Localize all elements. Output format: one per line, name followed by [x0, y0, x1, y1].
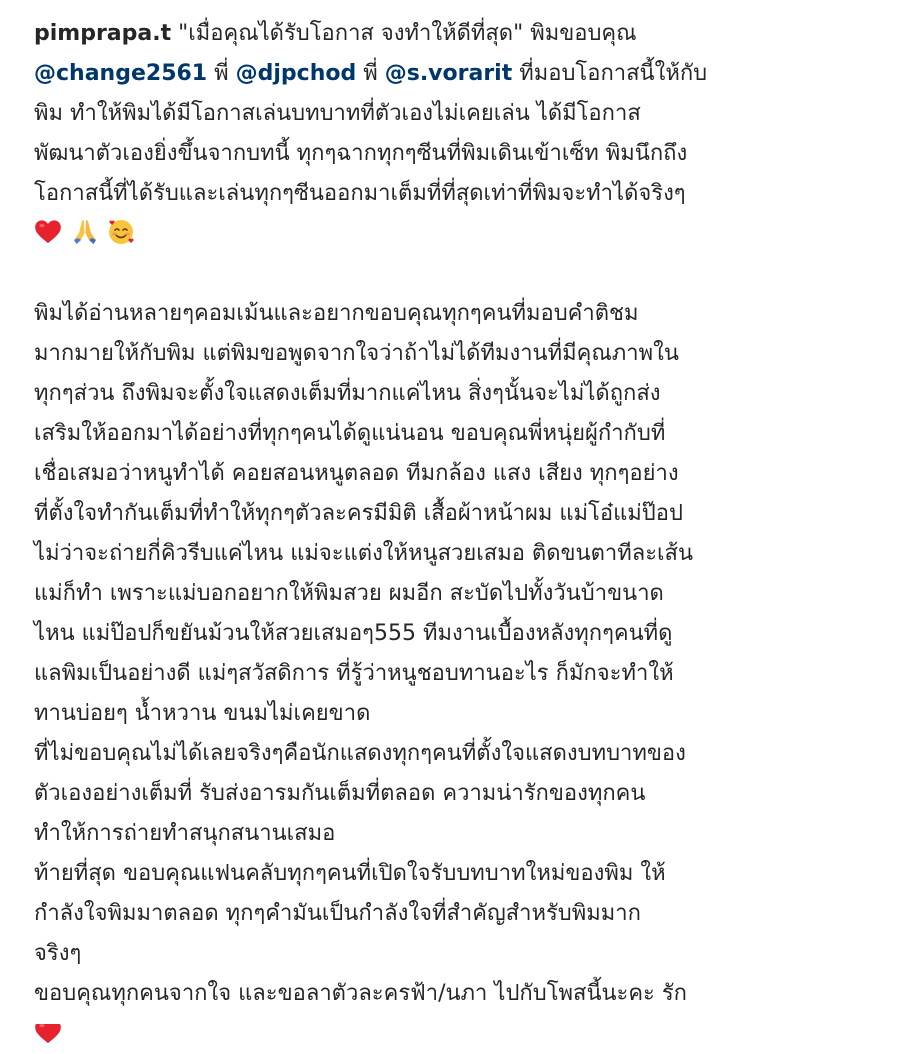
caption-line-1 [34, 14, 874, 54]
caption-line: ท้ายที่สุด ขอบคุณแฟนคลับทุกๆคนที่เปิดใจรับบทบาทใหม่ของพิม ให้ [34, 861, 666, 886]
caption-line: เสริมให้ออกมาได้อย่างที่ทุกๆคนได้ดูแน่นอน ขอบคุณพี่หนุ่ยผู้กำกับที่ [34, 421, 666, 446]
caption-line: ขอบคุณทุกคนจากใจ และขอลาตัวละครฟ้า/นภา ไปกับโพสนี้นะคะ รัก [34, 981, 687, 1006]
caption-line: พิม ทำให้พิมได้มีโอกาสเล่นบทบาทที่ตัวเองไม่เคยเล่น ได้มีโอกาส [34, 101, 641, 126]
caption-line: ทุกๆส่วน ถึงพิมจะตั้งใจแสดงเต็มที่มากแค่ไหน สิ่งๆนั้นจะไม่ได้ถูกส่ง [34, 381, 661, 406]
heart-icon [34, 218, 62, 246]
caption-line: พิมได้อ่านหลายๆคอมเม้นและอยากขอบคุณทุกๆคนที่มอบคำติชม [34, 301, 639, 326]
caption-line: ไม่ว่าจะถ่ายกี่คิวรีบแค่ไหน แม่จะแต่งให้หนูสวยเสมอ ติดขนตาทีละเส้น [34, 541, 694, 566]
caption-line: โอกาสนี้ที่ได้รับและเล่นทุกๆซีนออกมาเต็มที่ที่สุดเท่าที่พิมจะทำได้จริงๆ [34, 181, 686, 206]
caption-line: ไหน แม่ป๊อปก็ขยันม้วนให้สวยเสมอๆ555 ทีมงานเบื้องหลังทุกๆคนที่ดู [34, 621, 673, 646]
caption-text: "เมื่อคุณได้รับโอกาส จงทำให้ดีที่สุด" พิมขอบคุณ [171, 21, 637, 46]
caption-line: แม่ก็ทำ เพราะแม่บอกอยากให้พิมสวย ผมอีก สะบัดไปทั้งวันบ้าขนาด [34, 581, 664, 606]
caption-line: ที่ไม่ขอบคุณไม่ได้เลยจริงๆคือนักแสดงทุกๆคนที่ตั้งใจแสดงบทบาทของ [34, 741, 686, 766]
username-link[interactable]: pimprapa.t [34, 21, 172, 46]
caption-line: พัฒนาตัวเองยิ่งขึ้นจากบทนี้ ทุกๆฉากทุกๆซีนที่พิมเดินเข้าเซ็ท พิมนึกถึง [34, 141, 688, 166]
mention-change2561[interactable]: @change2561 [34, 61, 208, 86]
caption-line: ทานบ่อยๆ น้ำหวาน ขนมไม่เคยขาด [34, 701, 371, 726]
emoji-line [34, 214, 874, 254]
caption-line: ที่ตั้งใจทำกันเต็มที่ทำให้ทุกๆตัวละครมีมิติ เสื้อผ้าหน้าผม แม่โอ๋แม่ป๊อป [34, 501, 683, 526]
caption-text: ที่มอบโอกาสนี้ให้กับ [512, 61, 708, 86]
post-caption [34, 14, 874, 1054]
caption-line: เชื่อเสมอว่าหนูทำได้ คอยสอนหนูตลอด ทีมกล้อง แสง เสียง ทุกๆอย่าง [34, 461, 679, 486]
caption-text: พี่ [356, 61, 385, 86]
caption-text: พี่ [207, 61, 236, 86]
caption-line: กำลังใจพิมมาตลอด ทุกๆคำมันเป็นกำลังใจที่สำคัญสำหรับพิมมาก [34, 901, 641, 926]
spacer [34, 254, 874, 294]
caption-line: จริงๆ [34, 941, 82, 966]
caption-line-2 [34, 54, 874, 94]
mention-s-vorarit[interactable]: @s.vorarit [384, 61, 513, 86]
caption-line: ตัวเองอย่างเต็มที่ รับส่งอารมกันเต็มที่ตลอด ความน่ารักของทุกคน [34, 781, 646, 806]
caption-line: มากมายให้กับพิม แต่พิมขอพูดจากใจว่าถ้าไม่ได้ทีมงานที่มีคุณภาพใน [34, 341, 679, 366]
pray-icon [70, 217, 100, 247]
bottom-edge [0, 1018, 901, 1024]
caption-line: แลพิมเป็นอย่างดี แม่ๆสวัสดิการ ที่รู้ว่าหนูชอบทานอะไร ก็มักจะทำให้ [34, 661, 674, 686]
smiling-face-with-hearts-icon [106, 217, 136, 247]
caption-line: ทำให้การถ่ายทำสนุกสนานเสมอ [34, 821, 336, 846]
mention-djpchod[interactable]: @djpchod [235, 61, 357, 86]
